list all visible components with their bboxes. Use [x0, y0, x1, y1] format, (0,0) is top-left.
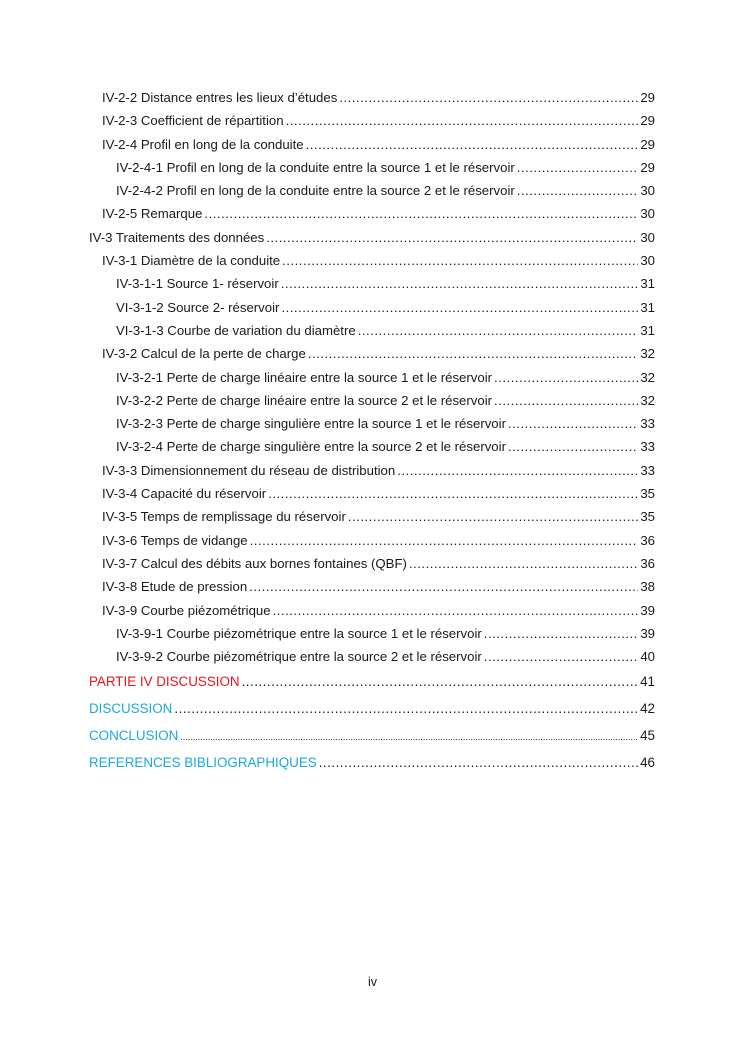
toc-entry-title: IV-3-2-1 Perte de charge linéaire entre la source 1 et le réservoir	[116, 369, 493, 385]
toc-entry-page: 32	[640, 346, 655, 362]
dot-leader	[286, 109, 639, 132]
toc-entry-title: IV-2-2 Distance entres les lieux d’études	[102, 90, 338, 105]
toc-entry-page: 35	[640, 486, 655, 502]
toc-entry-title: IV-3 Traitements des données	[89, 229, 265, 245]
toc-entry-title: IV-3-1-1 Source 1- réservoir	[116, 276, 279, 292]
toc-section-page: 45	[640, 728, 655, 744]
dot-leader	[409, 552, 638, 575]
toc-entry[interactable]	[0, 505, 745, 528]
toc-entry[interactable]	[0, 482, 745, 505]
toc-entry-page: 33	[640, 416, 655, 432]
toc-entry-page: 31	[640, 276, 655, 292]
dot-leader	[339, 86, 638, 109]
toc-entry-page: 30	[640, 206, 655, 222]
toc-entry[interactable]	[0, 575, 745, 598]
toc-entry[interactable]	[0, 622, 745, 645]
toc-section-discussion[interactable]	[0, 695, 745, 722]
toc-entry-page: 29	[640, 159, 655, 175]
dot-leader	[204, 202, 638, 225]
toc-entry[interactable]	[0, 366, 745, 389]
dot-leader	[180, 724, 638, 751]
dot-leader	[308, 342, 639, 365]
toc-entry-title: IV-3-2-3 Perte de charge singulière entre la source 1 et le réservoir	[116, 416, 506, 432]
dot-leader	[273, 599, 639, 622]
toc-entry-title: IV-2-4 Profil en long de la conduite	[102, 136, 304, 152]
toc-entry-title: IV-3-6 Temps de vidange	[102, 532, 248, 548]
toc-entry-page: 33	[640, 462, 655, 478]
toc-entry[interactable]	[0, 109, 745, 132]
toc-entry-title: IV-3-9-1 Courbe piézométrique entre la source 1 et le réservoir	[116, 625, 482, 641]
toc-entry[interactable]	[0, 179, 745, 202]
dot-leader	[249, 575, 638, 598]
toc-section-page: 41	[640, 674, 655, 690]
toc-entry[interactable]	[0, 133, 745, 156]
toc-entry-page: 32	[640, 369, 655, 385]
dot-leader	[306, 133, 639, 156]
toc-entry[interactable]	[0, 599, 745, 622]
toc-entry-page: 36	[640, 555, 655, 571]
toc-entry-page: 38	[640, 579, 655, 595]
toc-entry-title: IV-3-2 Calcul de la perte de charge	[102, 346, 306, 362]
dot-leader	[358, 319, 639, 342]
dot-leader	[397, 459, 638, 482]
toc-entry[interactable]	[0, 529, 745, 552]
toc-entry[interactable]	[0, 226, 745, 249]
toc-entry-page: 32	[640, 392, 655, 408]
toc-entry[interactable]	[0, 202, 745, 225]
toc-entry-title: IV-2-4-1 Profil en long de la conduite entre la source 1 et le réservoir	[116, 159, 515, 175]
dot-leader	[268, 482, 638, 505]
toc-entry-page: 40	[640, 649, 655, 665]
toc-entry-title: IV-3-4 Capacité du réservoir	[102, 486, 267, 502]
dot-leader	[266, 226, 638, 249]
toc-entry[interactable]	[0, 156, 745, 179]
toc-entry-page: 30	[640, 253, 655, 269]
toc-entry-page: 29	[640, 90, 655, 105]
dot-leader	[494, 366, 638, 389]
toc-entry-title: IV-3-9 Courbe piézométrique	[102, 602, 271, 618]
toc-entry[interactable]	[0, 342, 745, 365]
toc-entry[interactable]	[0, 459, 745, 482]
dot-leader	[508, 435, 638, 458]
toc-entry-title: IV-2-5 Remarque	[102, 206, 203, 222]
dot-leader	[281, 272, 639, 295]
toc-entry-title: VI-3-1-2 Source 2- réservoir	[116, 299, 280, 315]
toc-entry[interactable]	[0, 86, 745, 109]
dot-leader	[517, 156, 639, 179]
toc-section-page: 42	[640, 701, 655, 717]
dot-leader	[282, 249, 638, 272]
toc-entry-title: IV-3-8 Etude de pression	[102, 579, 248, 595]
toc-entry[interactable]	[0, 645, 745, 668]
toc-entry-title: VI-3-1-3 Courbe de variation du diamètre	[116, 322, 356, 338]
toc-entry-page: 31	[640, 299, 655, 315]
toc-entry-page: 33	[640, 439, 655, 455]
toc-entry-title: IV-3-7 Calcul des débits aux bornes fontaines (QBF)	[102, 555, 407, 571]
toc-section-title: CONCLUSION	[89, 728, 179, 744]
toc-entry[interactable]	[0, 435, 745, 458]
dot-leader	[281, 296, 638, 319]
toc-section-page: 46	[640, 755, 655, 771]
toc-section-title: PARTIE IV DISCUSSION	[89, 674, 240, 690]
toc-entry-page: 39	[640, 602, 655, 618]
toc-section-title: DISCUSSION	[89, 701, 173, 717]
dot-leader	[484, 645, 639, 668]
toc-entry-title: IV-3-1 Diamètre de la conduite	[102, 253, 281, 269]
toc-entry-title: IV-3-3 Dimensionnement du réseau de distribution	[102, 462, 396, 478]
dot-leader	[319, 749, 638, 776]
dot-leader	[348, 505, 638, 528]
toc-entry-page: 31	[640, 322, 655, 338]
dot-leader	[517, 179, 639, 202]
page-number: iv	[367, 975, 378, 989]
toc-entry[interactable]	[0, 412, 745, 435]
dot-leader	[242, 668, 639, 695]
dot-leader	[484, 622, 639, 645]
toc-entry[interactable]	[0, 319, 745, 342]
toc-entry[interactable]	[0, 249, 745, 272]
toc-entry-page: 35	[640, 509, 655, 525]
dot-leader	[508, 412, 638, 435]
toc-entry-page: 30	[640, 183, 655, 199]
toc-entry-page: 29	[640, 136, 655, 152]
dot-leader	[250, 529, 639, 552]
toc-entry-page: 30	[640, 229, 655, 245]
toc-entry-page: 29	[640, 113, 655, 129]
toc-entry-title: IV-2-3 Coefficient de répartition	[102, 113, 284, 129]
toc-section-conclusion[interactable]	[0, 722, 745, 749]
toc-entry-title: IV-3-2-4 Perte de charge singulière entre la source 2 et le réservoir	[116, 439, 506, 455]
toc-entry-title: IV-3-9-2 Courbe piézométrique entre la source 2 et le réservoir	[116, 649, 482, 665]
toc-entry-title: IV-3-2-2 Perte de charge linéaire entre la source 2 et le réservoir	[116, 392, 493, 408]
toc-section-title: REFERENCES BIBLIOGRAPHIQUES	[89, 755, 317, 771]
toc-entry-page: 36	[640, 532, 655, 548]
dot-leader	[174, 695, 638, 722]
toc-entry[interactable]	[0, 272, 745, 295]
toc-entry[interactable]	[0, 296, 745, 319]
toc-section-partie-iv-discussion[interactable]	[0, 668, 745, 695]
toc-entry-title: IV-3-5 Temps de remplissage du réservoir	[102, 509, 346, 525]
table-of-contents	[0, 86, 745, 776]
dot-leader	[494, 389, 638, 412]
toc-section-references[interactable]	[0, 749, 745, 776]
toc-entry-title: IV-2-4-2 Profil en long de la conduite entre la source 2 et le réservoir	[116, 183, 515, 199]
toc-entry[interactable]	[0, 552, 745, 575]
toc-entry-page: 39	[640, 625, 655, 641]
toc-entry[interactable]	[0, 389, 745, 412]
